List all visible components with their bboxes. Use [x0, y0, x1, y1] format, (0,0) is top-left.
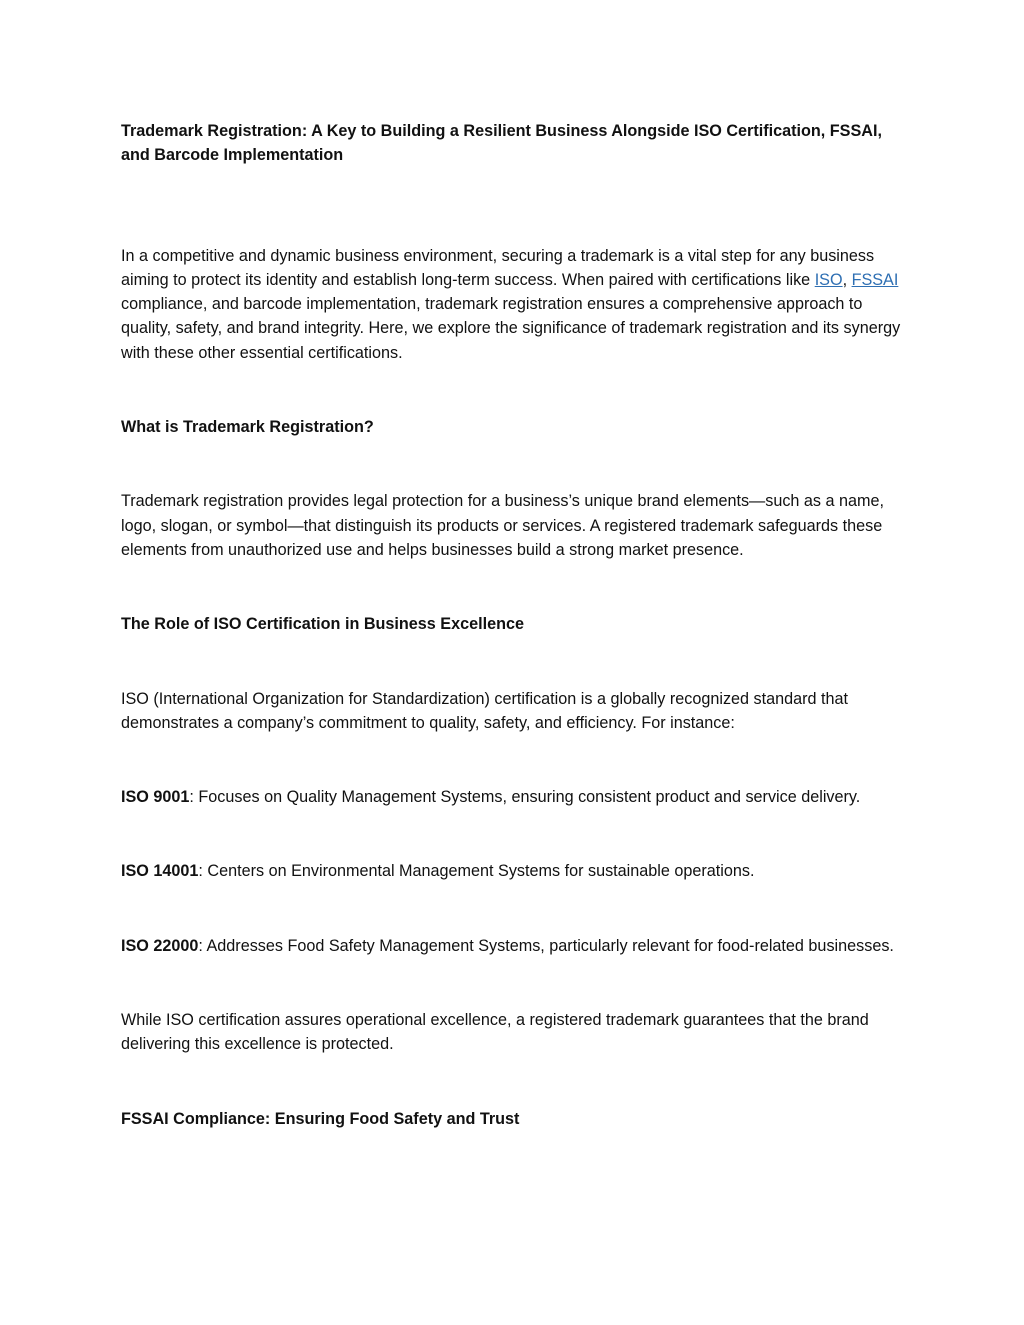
spacer [121, 168, 911, 218]
spacer [121, 958, 911, 1008]
document-page [121, 119, 911, 1131]
spacer [121, 1057, 911, 1107]
spacer [121, 884, 911, 934]
iso-item-text: : Centers on Environmental Management Systems for sustainable operations. [198, 862, 755, 881]
spacer [121, 809, 911, 859]
iso-item-label: ISO 14001 [121, 862, 199, 881]
section-heading-iso: The Role of ISO Certification in Business Excellence [121, 615, 524, 634]
section-body-trademark: Trademark registration provides legal protection for a business’s unique brand elements—such as a name, logo, slogan, or symbol—that distinguish its products or services. A registered trademark safeguards these elements from unauthorized use and helps businesses build a strong market presence. [121, 492, 885, 559]
iso-item-text: : Focuses on Quality Management Systems, ensuring consistent product and service delivery. [189, 788, 861, 807]
iso-item [121, 859, 911, 883]
document-title: Trademark Registration: A Key to Building a Resilient Business Alongside ISO Certification, FSSAI, and Barcode Implementation [121, 122, 882, 165]
spacer [121, 439, 911, 489]
spacer [121, 365, 911, 415]
intro-paragraph [121, 244, 911, 365]
fssai-link[interactable]: FSSAI [851, 270, 899, 289]
spacer [121, 637, 911, 687]
section-heading-fssai: FSSAI Compliance: Ensuring Food Safety and Trust [121, 1109, 520, 1128]
spacer [121, 735, 911, 785]
intro-text-part2: compliance, and barcode implementation, trademark registration ensures a comprehensive approach to quality, safety, and brand integrity. Here, we explore the significance of trademark registration and its synergy with these other essential certifications. [121, 295, 901, 362]
iso-item-label: ISO 22000 [121, 936, 199, 955]
iso-link[interactable]: ISO [814, 270, 843, 289]
iso-item [121, 934, 911, 958]
spacer [121, 218, 911, 244]
section-body-iso: ISO (International Organization for Standardization) certification is a globally recognized standard that demonstrates a company’s commitment to quality, safety, and efficiency. For instance: [121, 689, 849, 732]
section-heading-trademark: What is Trademark Registration? [121, 418, 374, 437]
intro-separator: , [842, 270, 852, 289]
iso-item-label: ISO 9001 [121, 788, 190, 807]
iso-item [121, 785, 911, 809]
intro-text-part1: In a competitive and dynamic business environment, securing a trademark is a vital step for any business aiming to protect its identity and establish long-term success. When paired with certifications like [121, 246, 875, 289]
iso-item-text: : Addresses Food Safety Management Systems, particularly relevant for food-related businesses. [198, 936, 894, 955]
iso-closing-paragraph: While ISO certification assures operational excellence, a registered trademark guarantees that the brand delivering this excellence is protected. [121, 1011, 869, 1054]
spacer [121, 562, 911, 612]
